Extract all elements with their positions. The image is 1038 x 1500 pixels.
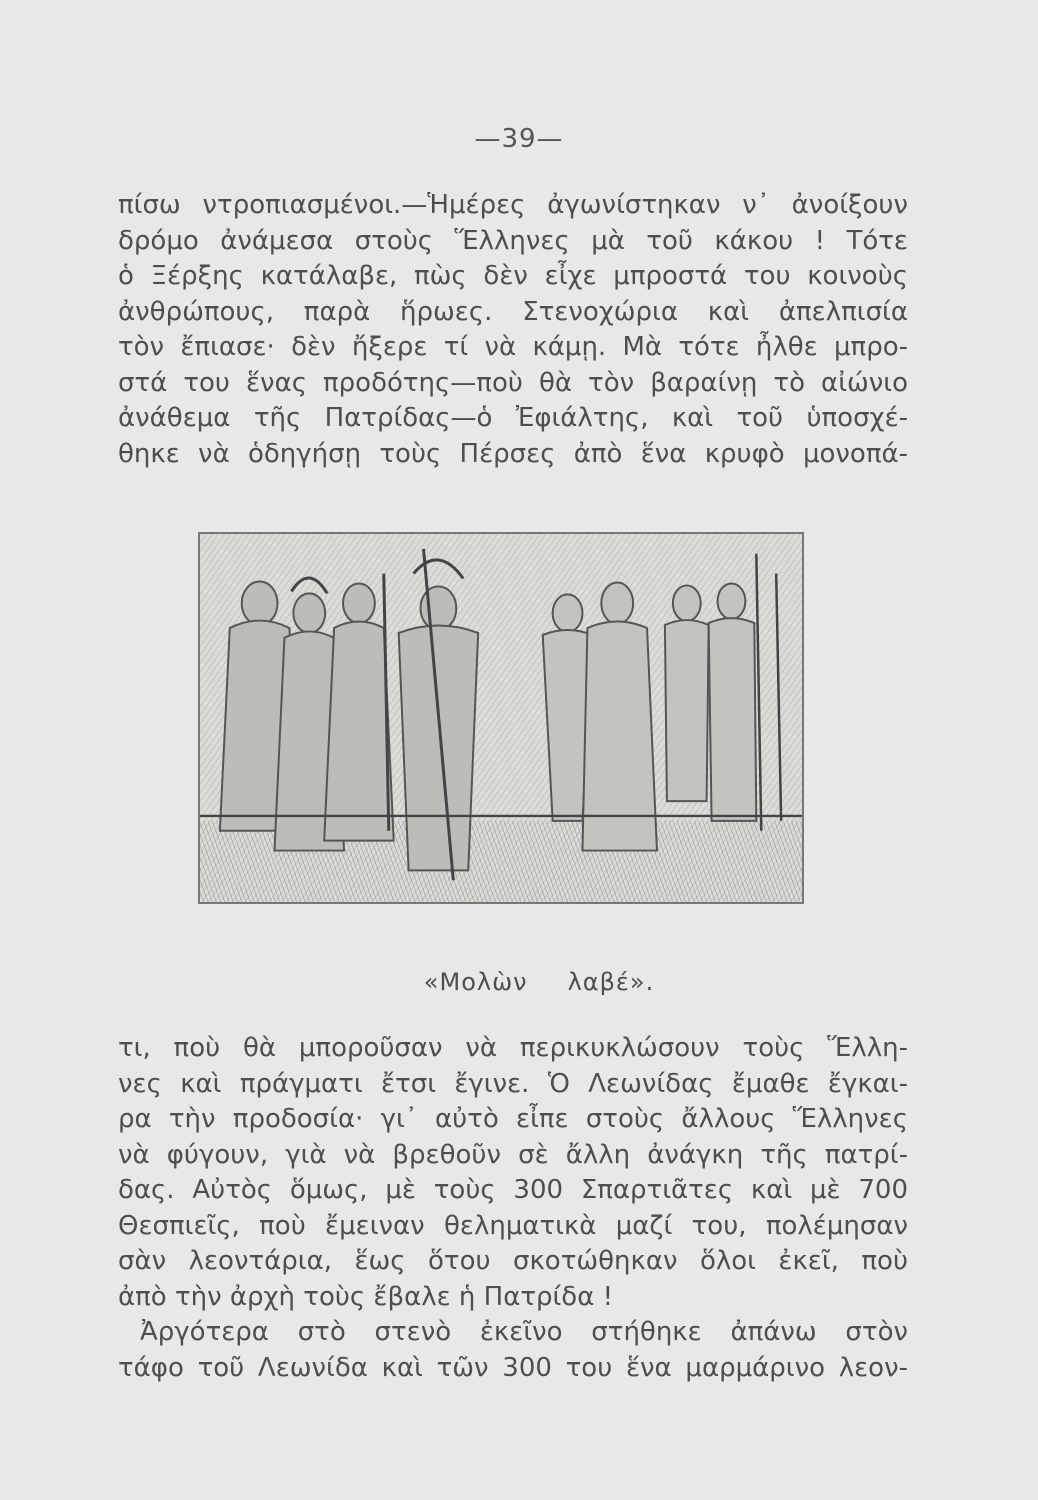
paragraph-top (118, 188, 908, 472)
text-line: θηκε νὰ ὁδηγήσῃ τοὺς Πέρσες ἀπὸ ἕνα κρυφὸ μονοπά- (118, 438, 908, 469)
text-line: στά του ἕνας προδότης—ποὺ θὰ τὸν βαραίνῃ τὸ αἰώνιο (118, 367, 908, 398)
page-number: —39— (474, 124, 564, 154)
text-line: ἀνθρώπους, παρὰ ἥρωες. Στενοχώρια καὶ ἀπελπισία (118, 296, 908, 327)
text-line: Θεσπιεῖς, ποὺ ἔμειναν θεληματικὰ μαζί του, πολέμησαν (118, 1210, 908, 1241)
text-line: ρα τὴν προδοσία· γι᾽ αὐτὸ εἶπε στοὺς ἄλλους Ἕλληνες (118, 1104, 908, 1134)
caption-right: λαβέ». (567, 968, 655, 996)
text-line: ὁ Ξέρξης κατάλαβε, πὼς δὲν εἶχε μπροστά του κοινοὺς (118, 261, 908, 291)
text-line: Ἀργότερα στὸ στενὸ ἐκεῖνο στήθηκε ἀπάνω στὸν (140, 1317, 908, 1347)
text-line: δρόμο ἀνάμεσα στοὺς Ἕλληνες μὰ τοῦ κάκου ! Τότε (118, 225, 908, 256)
text-line: τι, ποὺ θὰ μποροῦσαν νὰ περικυκλώσουν τοὺς Ἕλλη- (118, 1033, 908, 1063)
caption-left: «Μολὼν (423, 968, 528, 996)
text-line: τάφο τοῦ Λεωνίδα καὶ τῶν 300 του ἕνα μαρμάρινο λεον- (118, 1352, 908, 1383)
engraving-figures-icon (200, 534, 802, 902)
text-line: πίσω ντροπιασμένοι.—Ἡμέρες ἀγωνίστηκαν ν᾽ ἀνοίξουν (118, 190, 908, 220)
text-line: δας. Αὐτὸς ὅμως, μὲ τοὺς 300 Σπαρτιᾶτες καὶ μὲ 700 (118, 1175, 908, 1205)
text-line: τὸν ἔπιασε· δὲν ἤξερε τί νὰ κάμῃ. Μὰ τότε ἦλθε μπρο- (118, 332, 908, 362)
text-line: ἀπὸ τὴν ἀρχὴ τοὺς ἔβαλε ἡ Πατρίδα ! (118, 1281, 614, 1312)
text-line: σὰν λεοντάρια, ἕως ὅτου σκοτώθηκαν ὅλοι ἐκεῖ, ποὺ (118, 1246, 908, 1276)
text-line: ἀνάθεμα τῆς Πατρίδας—ὁ Ἐφιάλτης, καὶ τοῦ ὑποσχέ- (118, 403, 908, 433)
paragraph-bottom (118, 1031, 908, 1386)
text-line: νες καὶ πράγματι ἔτσι ἔγινε. Ὁ Λεωνίδας ἔμαθε ἔγκαι- (118, 1068, 908, 1099)
text-line: νὰ φύγουν, γιὰ νὰ βρεθοῦν σὲ ἄλλη ἀνάγκη τῆς πατρί- (118, 1139, 908, 1170)
illustration-molon-labe (198, 532, 804, 904)
figure-caption (0, 968, 1038, 996)
